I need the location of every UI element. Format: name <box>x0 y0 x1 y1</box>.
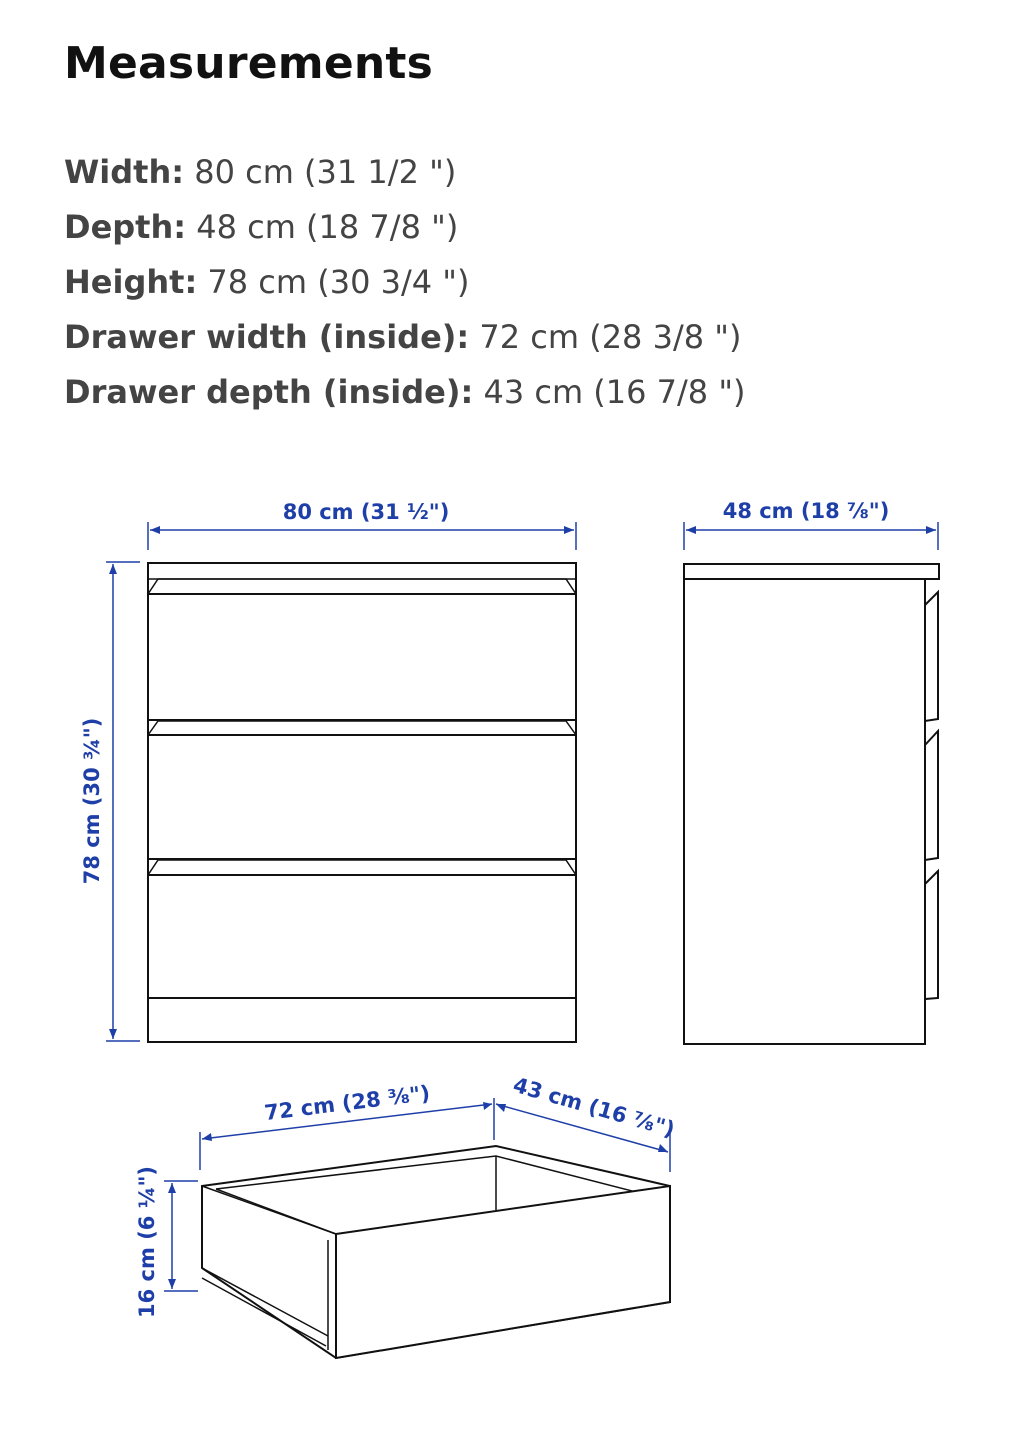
spec-label: Drawer width (inside): <box>64 318 470 356</box>
page-title: Measurements <box>64 38 434 89</box>
spec-label: Depth: <box>64 208 187 246</box>
drawer-depth-label: 43 cm (16 ⅞") <box>510 1072 678 1142</box>
spec-value: 78 cm (30 3/4 ") <box>207 263 470 301</box>
front-height-label: 78 cm (30 ¾") <box>80 717 104 885</box>
drawer-width-label: 72 cm (28 ⅜") <box>263 1080 432 1126</box>
front-view <box>80 500 576 1042</box>
spec-value: 80 cm (31 1/2 ") <box>194 153 457 191</box>
spec-label: Height: <box>64 263 198 301</box>
front-width-label: 80 cm (31 ½") <box>282 500 450 524</box>
spec-value: 43 cm (16 7/8 ") <box>483 373 746 411</box>
spec-label: Width: <box>64 153 185 191</box>
side-depth-label: 48 cm (18 ⅞") <box>722 499 890 523</box>
side-view <box>684 499 939 1044</box>
spec-label: Drawer depth (inside): <box>64 373 474 411</box>
spec-value: 48 cm (18 7/8 ") <box>196 208 459 246</box>
drawer-height-label: 16 cm (6 ¼") <box>135 1166 159 1318</box>
spec-value: 72 cm (28 3/8 ") <box>479 318 742 356</box>
drawer-view <box>135 1073 677 1358</box>
